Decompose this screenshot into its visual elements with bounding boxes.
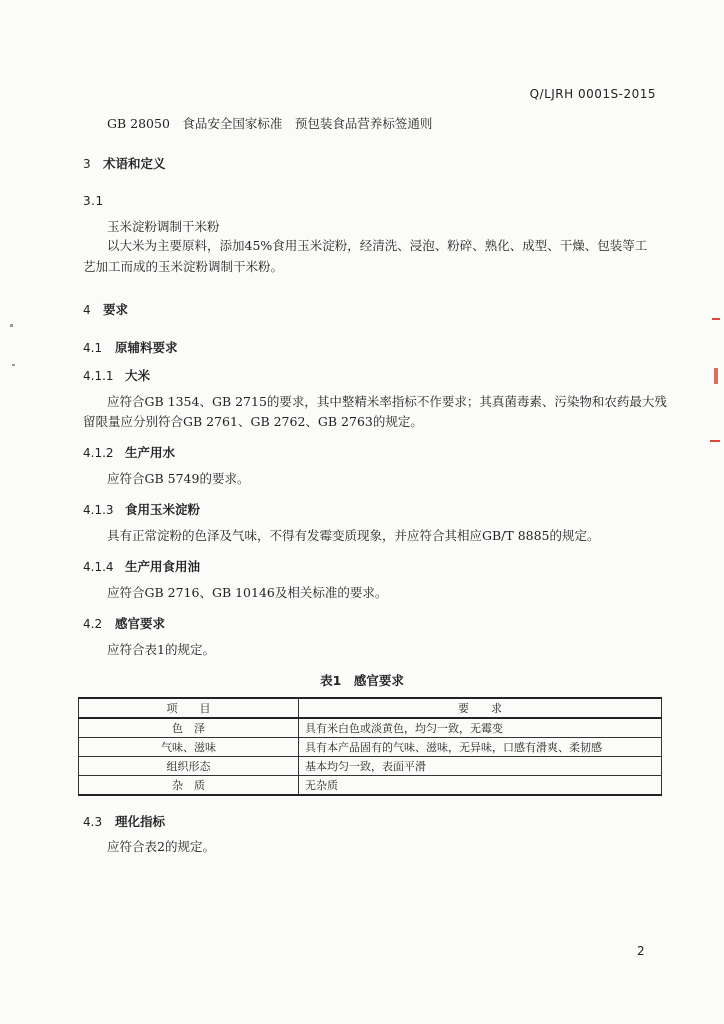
section-number: 4.2 bbox=[83, 617, 103, 631]
section-number: 4.1.4 bbox=[83, 560, 114, 574]
section-3-1-number: 3.1 bbox=[83, 194, 104, 208]
section-number: 4.3 bbox=[83, 815, 103, 829]
section-number: 4.1.2 bbox=[83, 446, 114, 460]
section-title: 要求 bbox=[103, 302, 129, 317]
table-cell-requirement: 基本均匀一致，表面平滑 bbox=[299, 757, 662, 776]
section-4-1-4-heading bbox=[83, 557, 200, 575]
rice-requirement-line-2: 留限量应分别符合GB 2761、GB 2762、GB 2763的规定。 bbox=[83, 414, 423, 429]
section-number: 4 bbox=[83, 303, 91, 317]
margin-mark bbox=[714, 368, 718, 384]
sensory-requirements-table bbox=[78, 697, 662, 796]
section-4-heading bbox=[83, 300, 128, 318]
starch-requirement: 具有正常淀粉的色泽及气味，不得有发霉变质现象，并应符合其相应GB/T 8885的规定。 bbox=[107, 528, 600, 543]
section-4-1-2-heading bbox=[83, 443, 175, 461]
table-header-requirement: 要 求 bbox=[299, 698, 662, 718]
term-definition-line-1: 以大米为主要原料，添加45%食用玉米淀粉，经清洗、浸泡、粉碎、熟化、成型、干燥、包装等工 bbox=[107, 238, 648, 253]
table-cell-item: 组织形态 bbox=[79, 757, 299, 776]
section-title: 术语和定义 bbox=[103, 156, 166, 171]
section-number: 3 bbox=[83, 157, 91, 171]
section-4-1-1-heading bbox=[83, 366, 150, 384]
section-3-heading bbox=[83, 154, 166, 172]
table-1-caption: 表1 感官要求 bbox=[320, 673, 404, 688]
margin-mark bbox=[712, 318, 720, 320]
section-title: 生产用水 bbox=[125, 445, 176, 460]
page-number: 2 bbox=[637, 944, 646, 958]
section-number: 4.1.3 bbox=[83, 503, 114, 517]
rice-requirement-line-1: 应符合GB 1354、GB 2715的要求，其中整精米率指标不作要求；其真菌毒素、污染物和农药最大残 bbox=[107, 394, 667, 409]
reference-gb28050: GB 28050 食品安全国家标准 预包装食品营养标签通则 bbox=[107, 116, 433, 131]
scan-speck bbox=[12, 364, 15, 366]
section-title: 食用玉米淀粉 bbox=[125, 502, 201, 517]
table-cell-item: 杂 质 bbox=[79, 776, 299, 796]
scan-speck bbox=[10, 324, 13, 327]
section-title: 原辅料要求 bbox=[115, 340, 178, 355]
table-cell-requirement: 具有本产品固有的气味、滋味，无异味，口感有滑爽、柔韧感 bbox=[299, 738, 662, 757]
table-row bbox=[79, 738, 662, 757]
section-number: 4.1 bbox=[83, 341, 103, 355]
water-requirement: 应符合GB 5749的要求。 bbox=[107, 471, 250, 486]
section-4-1-3-heading bbox=[83, 500, 200, 518]
term-name: 玉米淀粉调制干米粉 bbox=[107, 219, 220, 234]
section-title: 生产用食用油 bbox=[125, 559, 201, 574]
table-cell-item: 色 泽 bbox=[79, 718, 299, 738]
doc-code: Q/LJRH 0001S-2015 bbox=[529, 87, 656, 101]
sensory-requirement-note: 应符合表1的规定。 bbox=[107, 642, 215, 657]
table-row bbox=[79, 776, 662, 796]
section-title: 感官要求 bbox=[115, 616, 166, 631]
table-row bbox=[79, 718, 662, 738]
term-definition-line-2: 艺加工而成的玉米淀粉调制干米粉。 bbox=[83, 259, 284, 274]
table-cell-item: 气味、滋味 bbox=[79, 738, 299, 757]
table-cell-requirement: 无杂质 bbox=[299, 776, 662, 796]
section-4-3-heading bbox=[83, 812, 165, 830]
section-number: 4.1.1 bbox=[83, 369, 114, 383]
table-header-item: 项 目 bbox=[79, 698, 299, 718]
section-title: 理化指标 bbox=[115, 814, 166, 829]
section-4-1-heading bbox=[83, 338, 178, 356]
table-cell-requirement: 具有米白色或淡黄色，均匀一致，无霉变 bbox=[299, 718, 662, 738]
physchem-requirement-note: 应符合表2的规定。 bbox=[107, 839, 215, 854]
table-row bbox=[79, 757, 662, 776]
section-title: 大米 bbox=[125, 368, 151, 383]
section-4-2-heading bbox=[83, 614, 165, 632]
oil-requirement: 应符合GB 2716、GB 10146及相关标准的要求。 bbox=[107, 585, 388, 600]
table-header-row bbox=[79, 698, 662, 718]
margin-mark bbox=[710, 440, 720, 442]
